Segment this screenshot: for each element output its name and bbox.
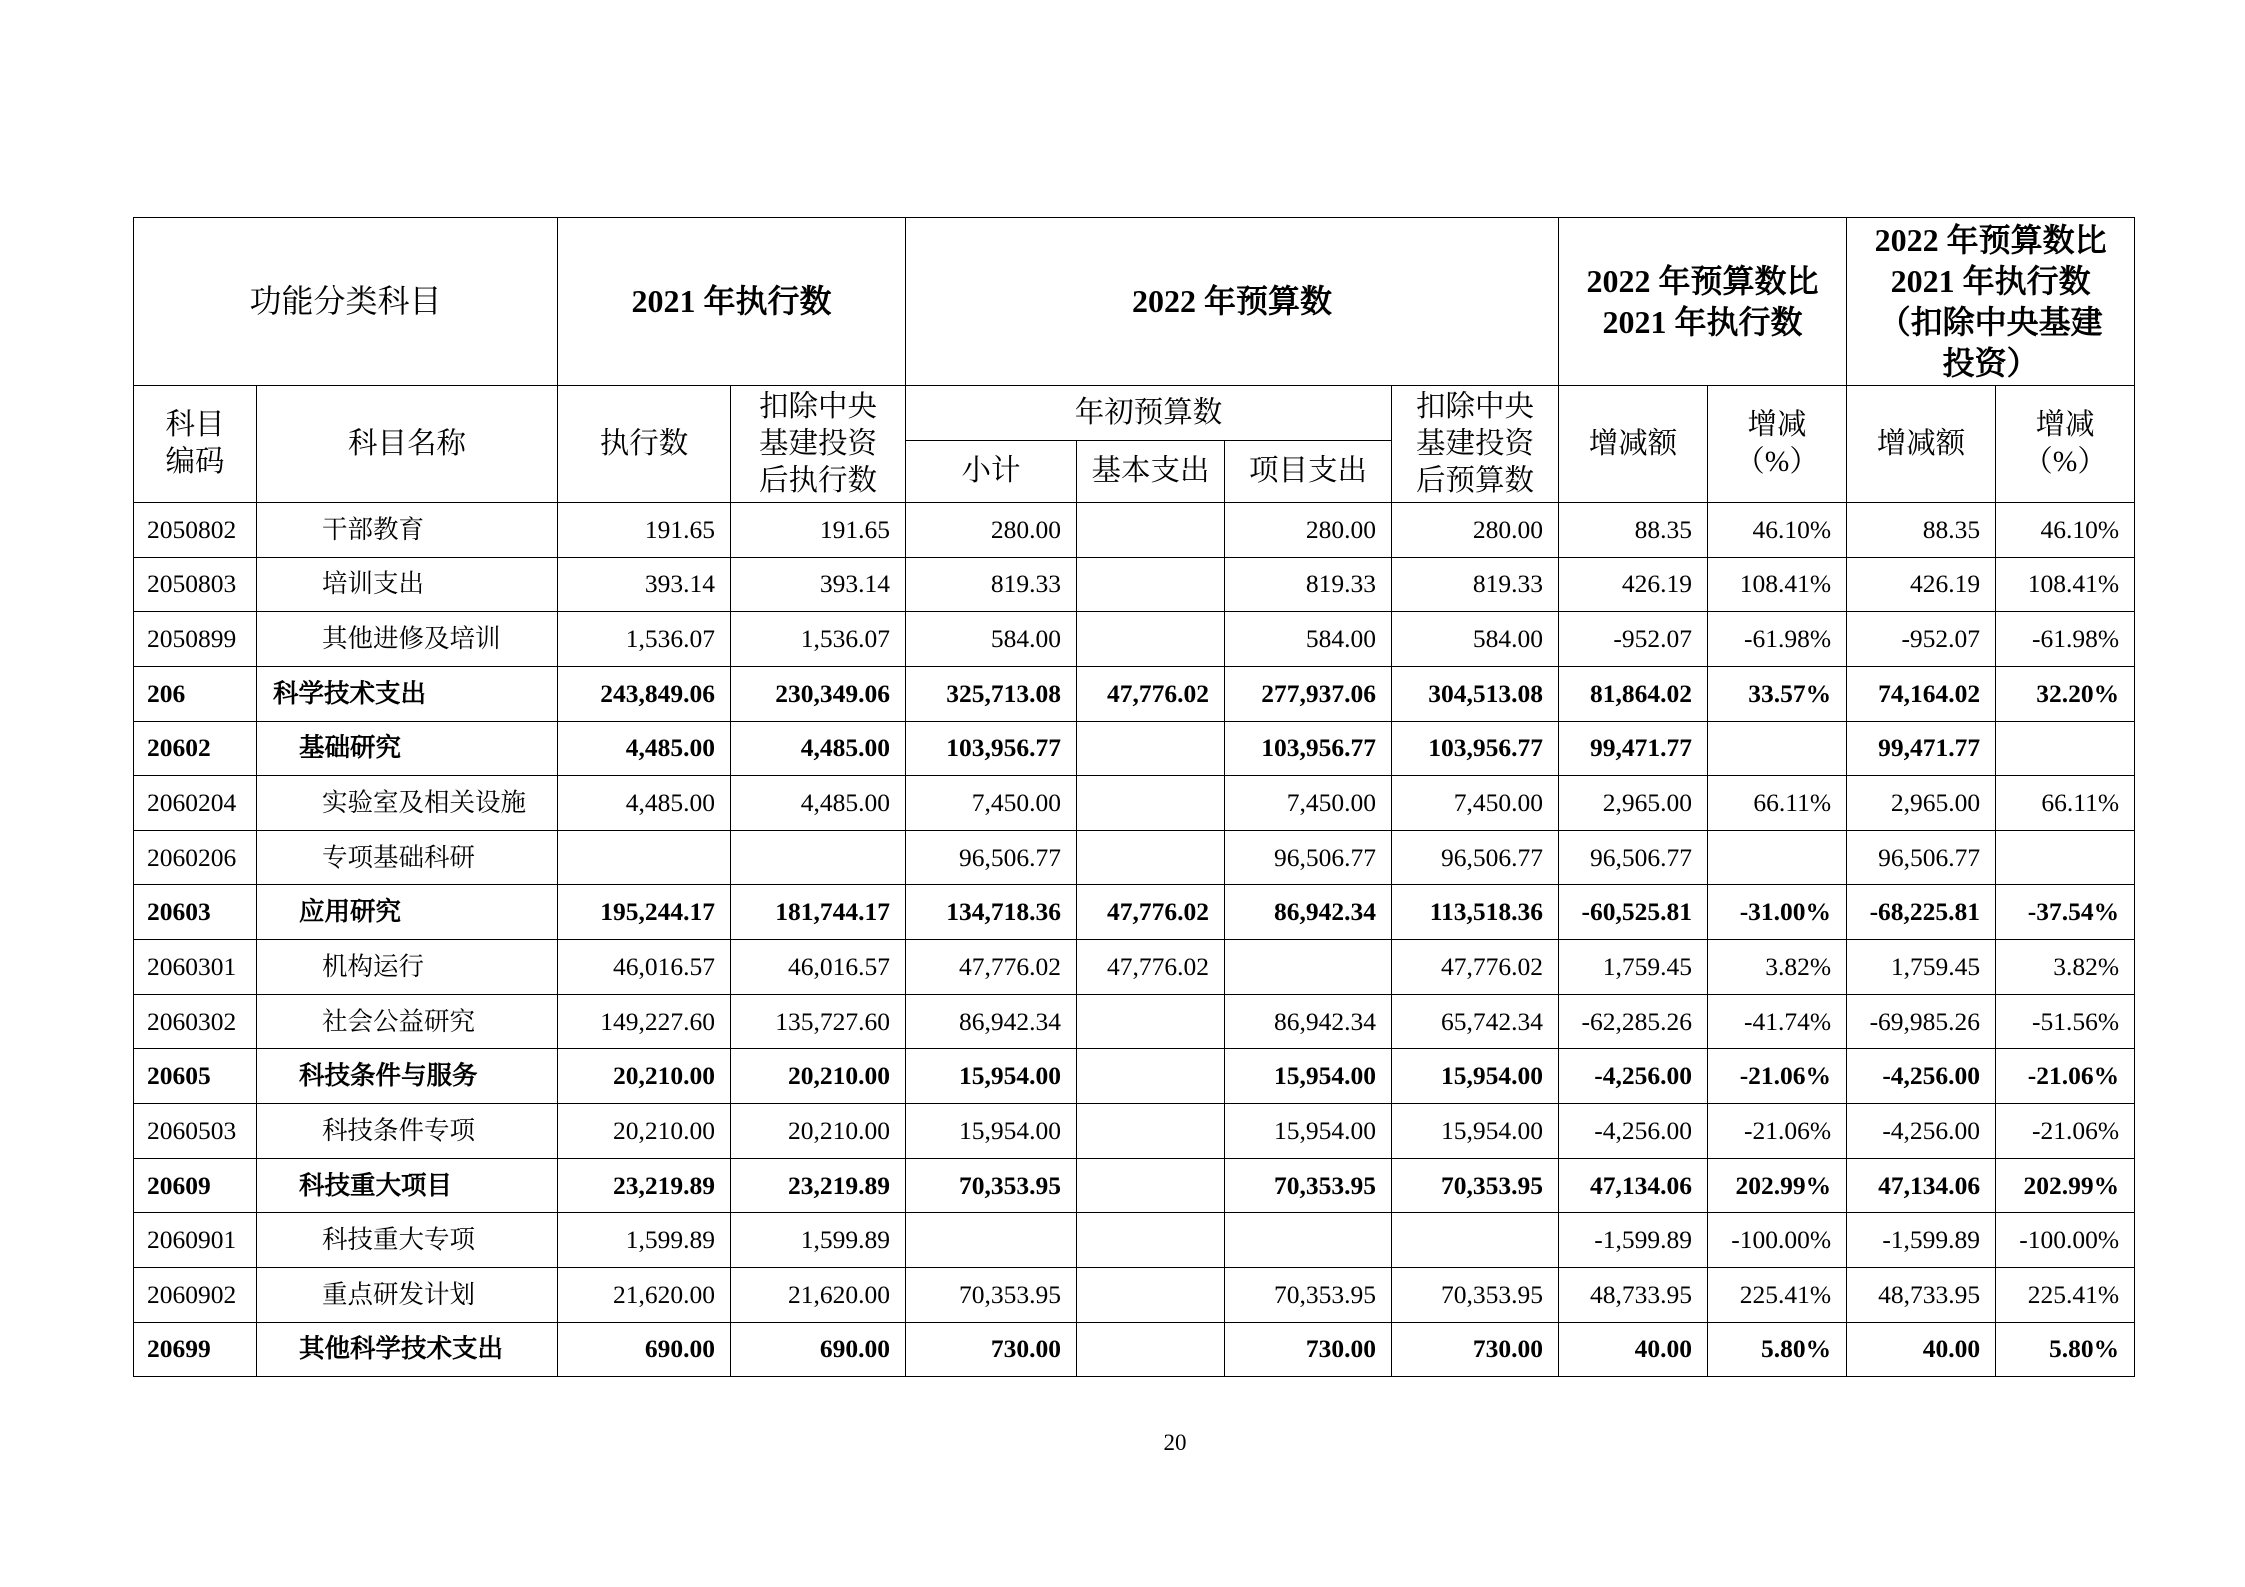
exec-cell: 20,210.00 [558, 1049, 731, 1104]
change-pct-cell: 46.10% [1708, 503, 1847, 558]
account-name-cell: 社会公益研究 [257, 994, 558, 1049]
header-text-line: 科目 [165, 409, 225, 441]
change-amount-cell: 1,759.45 [1559, 940, 1708, 995]
change-amount-cell: 47,134.06 [1559, 1158, 1708, 1213]
change-amount-excl-cell: 99,471.77 [1847, 721, 1996, 776]
header-budget-excl [1392, 386, 1559, 503]
exec-cell: 1,599.89 [558, 1213, 731, 1268]
account-code-cell: 2050803 [134, 557, 257, 612]
budget-project-cell: 730.00 [1225, 1322, 1392, 1377]
budget-excl-cell: 70,353.95 [1392, 1267, 1559, 1322]
account-name-cell: 培训支出 [257, 557, 558, 612]
exec-excl-cell: 393.14 [731, 557, 906, 612]
change-pct-cell: 225.41% [1708, 1267, 1847, 1322]
budget-basic-cell [1077, 830, 1225, 885]
exec-excl-cell: 1,536.07 [731, 612, 906, 667]
budget-excl-cell: 96,506.77 [1392, 830, 1559, 885]
header-functional-category: 功能分类科目 [134, 218, 558, 386]
header-exec-excl [731, 386, 906, 503]
header-exec: 执行数 [558, 386, 731, 503]
budget-excl-cell: 65,742.34 [1392, 994, 1559, 1049]
budget-excl-cell: 280.00 [1392, 503, 1559, 558]
change-amount-excl-cell: -4,256.00 [1847, 1104, 1996, 1159]
account-name-cell: 科技重大项目 [257, 1158, 558, 1213]
budget-project-cell: 86,942.34 [1225, 885, 1392, 940]
header-initial-budget: 年初预算数 [906, 386, 1392, 441]
header-text-line: 投资） [1942, 344, 2039, 381]
change-amount-cell: 96,506.77 [1559, 830, 1708, 885]
change-amount-cell: 99,471.77 [1559, 721, 1708, 776]
header-change-amount: 增减额 [1559, 386, 1708, 503]
account-code-cell: 2060204 [134, 776, 257, 831]
budget-subtotal-cell: 134,718.36 [906, 885, 1077, 940]
budget-basic-cell: 47,776.02 [1077, 885, 1225, 940]
change-amount-cell: 2,965.00 [1559, 776, 1708, 831]
table-header [134, 218, 2135, 503]
change-pct-cell: -21.06% [1708, 1049, 1847, 1104]
header-text-line: 基建投资 [759, 427, 878, 460]
exec-excl-cell: 20,210.00 [731, 1104, 906, 1159]
budget-subtotal-cell: 70,353.95 [906, 1267, 1077, 1322]
account-code-cell: 2060302 [134, 994, 257, 1049]
header-text-line: 2021 年执行数 [1602, 303, 1803, 340]
budget-excl-cell: 15,954.00 [1392, 1104, 1559, 1159]
budget-subtotal-cell: 730.00 [906, 1322, 1077, 1377]
exec-excl-cell: 1,599.89 [731, 1213, 906, 1268]
budget-basic-cell [1077, 1267, 1225, 1322]
budget-excl-cell: 819.33 [1392, 557, 1559, 612]
budget-project-cell: 277,937.06 [1225, 666, 1392, 721]
account-name-cell: 其他科学技术支出 [257, 1322, 558, 1377]
change-pct-cell: -31.00% [1708, 885, 1847, 940]
budget-project-cell [1225, 940, 1392, 995]
change-amount-cell: 81,864.02 [1559, 666, 1708, 721]
budget-subtotal-cell: 47,776.02 [906, 940, 1077, 995]
change-amount-excl-cell: -69,985.26 [1847, 994, 1996, 1049]
header-text-line: 基建投资 [1416, 427, 1535, 460]
change-amount-cell: -952.07 [1559, 612, 1708, 667]
account-code-cell: 20609 [134, 1158, 257, 1213]
change-amount-excl-cell: -952.07 [1847, 612, 1996, 667]
table-row [134, 612, 2135, 667]
budget-project-cell: 584.00 [1225, 612, 1392, 667]
change-amount-excl-cell: -4,256.00 [1847, 1049, 1996, 1104]
budget-basic-cell [1077, 557, 1225, 612]
budget-basic-cell [1077, 994, 1225, 1049]
header-change-pct-excl [1996, 386, 2135, 503]
budget-basic-cell [1077, 1322, 1225, 1377]
budget-excl-cell: 7,450.00 [1392, 776, 1559, 831]
budget-basic-cell: 47,776.02 [1077, 666, 1225, 721]
header-text-line: 扣除中央 [1416, 390, 1535, 423]
budget-basic-cell [1077, 721, 1225, 776]
change-pct-excl-cell [1996, 721, 2135, 776]
budget-excl-cell: 70,353.95 [1392, 1158, 1559, 1213]
header-change-pct [1708, 386, 1847, 503]
table-row [134, 503, 2135, 558]
exec-excl-cell: 191.65 [731, 503, 906, 558]
account-code-cell: 2060206 [134, 830, 257, 885]
exec-cell: 1,536.07 [558, 612, 731, 667]
header-basic-expenditure: 基本支出 [1077, 441, 1225, 503]
budget-basic-cell [1077, 503, 1225, 558]
change-amount-cell: -62,285.26 [1559, 994, 1708, 1049]
change-amount-excl-cell: 426.19 [1847, 557, 1996, 612]
account-code-cell: 206 [134, 666, 257, 721]
page-number: 20 [1163, 1430, 1187, 1455]
change-amount-excl-cell: 88.35 [1847, 503, 1996, 558]
change-pct-excl-cell: -21.06% [1996, 1049, 2135, 1104]
account-name-cell: 基础研究 [257, 721, 558, 776]
change-pct-excl-cell: -61.98% [1996, 612, 2135, 667]
budget-excl-cell: 584.00 [1392, 612, 1559, 667]
change-pct-excl-cell: 3.82% [1996, 940, 2135, 995]
budget-basic-cell [1077, 776, 1225, 831]
change-pct-cell: 3.82% [1708, 940, 1847, 995]
budget-subtotal-cell [906, 1213, 1077, 1268]
change-amount-excl-cell: -68,225.81 [1847, 885, 1996, 940]
budget-project-cell: 96,506.77 [1225, 830, 1392, 885]
budget-project-cell: 15,954.00 [1225, 1104, 1392, 1159]
change-pct-cell: 108.41% [1708, 557, 1847, 612]
account-code-cell: 2060901 [134, 1213, 257, 1268]
header-budget-vs-exec [1559, 218, 1847, 386]
account-name-cell: 干部教育 [257, 503, 558, 558]
account-code-cell: 20603 [134, 885, 257, 940]
change-pct-cell: 5.80% [1708, 1322, 1847, 1377]
table-row [134, 1213, 2135, 1268]
header-change-amount-excl: 增减额 [1847, 386, 1996, 503]
change-amount-cell: 48,733.95 [1559, 1267, 1708, 1322]
account-name-cell: 科学技术支出 [257, 666, 558, 721]
exec-cell: 21,620.00 [558, 1267, 731, 1322]
change-pct-excl-cell: 225.41% [1996, 1267, 2135, 1322]
exec-excl-cell: 690.00 [731, 1322, 906, 1377]
header-project-expenditure: 项目支出 [1225, 441, 1392, 503]
budget-subtotal-cell: 86,942.34 [906, 994, 1077, 1049]
budget-excl-cell: 113,518.36 [1392, 885, 1559, 940]
header-budget-vs-exec-excl [1847, 218, 2135, 386]
budget-subtotal-cell: 280.00 [906, 503, 1077, 558]
exec-cell: 195,244.17 [558, 885, 731, 940]
exec-excl-cell: 21,620.00 [731, 1267, 906, 1322]
budget-subtotal-cell: 15,954.00 [906, 1049, 1077, 1104]
budget-subtotal-cell: 584.00 [906, 612, 1077, 667]
budget-basic-cell [1077, 1158, 1225, 1213]
budget-project-cell: 103,956.77 [1225, 721, 1392, 776]
exec-cell: 20,210.00 [558, 1104, 731, 1159]
change-pct-cell: -100.00% [1708, 1213, 1847, 1268]
budget-subtotal-cell: 7,450.00 [906, 776, 1077, 831]
header-text-line: 编码 [165, 446, 225, 478]
budget-excl-cell: 47,776.02 [1392, 940, 1559, 995]
exec-excl-cell: 4,485.00 [731, 776, 906, 831]
budget-excl-cell: 103,956.77 [1392, 721, 1559, 776]
budget-project-cell: 15,954.00 [1225, 1049, 1392, 1104]
budget-project-cell: 70,353.95 [1225, 1267, 1392, 1322]
table-row [134, 776, 2135, 831]
account-name-cell: 科技重大专项 [257, 1213, 558, 1268]
table-row [134, 1104, 2135, 1159]
account-code-cell: 20605 [134, 1049, 257, 1104]
change-pct-cell [1708, 830, 1847, 885]
exec-excl-cell: 46,016.57 [731, 940, 906, 995]
budget-basic-cell [1077, 1213, 1225, 1268]
table-row [134, 1267, 2135, 1322]
header-text-line: 扣除中央 [759, 390, 878, 423]
header-budget-2022: 2022 年预算数 [906, 218, 1559, 386]
change-pct-excl-cell: -51.56% [1996, 994, 2135, 1049]
account-code-cell: 20699 [134, 1322, 257, 1377]
header-text-line: 2022 年预算数比 [1874, 221, 2107, 258]
exec-excl-cell: 135,727.60 [731, 994, 906, 1049]
account-name-cell: 实验室及相关设施 [257, 776, 558, 831]
change-pct-excl-cell: 66.11% [1996, 776, 2135, 831]
change-pct-excl-cell [1996, 830, 2135, 885]
account-name-cell: 专项基础科研 [257, 830, 558, 885]
header-account-name: 科目名称 [257, 386, 558, 503]
change-pct-excl-cell: 108.41% [1996, 557, 2135, 612]
header-account-code [134, 386, 257, 503]
change-pct-excl-cell: -37.54% [1996, 885, 2135, 940]
budget-excl-cell [1392, 1213, 1559, 1268]
change-amount-excl-cell: 40.00 [1847, 1322, 1996, 1377]
exec-cell: 243,849.06 [558, 666, 731, 721]
budget-subtotal-cell: 819.33 [906, 557, 1077, 612]
budget-subtotal-cell: 96,506.77 [906, 830, 1077, 885]
change-amount-excl-cell: 2,965.00 [1847, 776, 1996, 831]
table-row [134, 830, 2135, 885]
exec-cell: 149,227.60 [558, 994, 731, 1049]
table-row [134, 721, 2135, 776]
change-pct-excl-cell: -21.06% [1996, 1104, 2135, 1159]
budget-basic-cell [1077, 612, 1225, 667]
table-row [134, 994, 2135, 1049]
change-pct-excl-cell: 5.80% [1996, 1322, 2135, 1377]
account-code-cell: 2060902 [134, 1267, 257, 1322]
change-amount-excl-cell: -1,599.89 [1847, 1213, 1996, 1268]
account-name-cell: 机构运行 [257, 940, 558, 995]
budget-project-cell: 86,942.34 [1225, 994, 1392, 1049]
table-body [134, 503, 2135, 1377]
change-pct-excl-cell: 46.10% [1996, 503, 2135, 558]
exec-cell: 191.65 [558, 503, 731, 558]
exec-excl-cell: 23,219.89 [731, 1158, 906, 1213]
change-amount-cell: -1,599.89 [1559, 1213, 1708, 1268]
exec-cell: 23,219.89 [558, 1158, 731, 1213]
change-pct-excl-cell: -100.00% [1996, 1213, 2135, 1268]
table-row [134, 1322, 2135, 1377]
budget-subtotal-cell: 325,713.08 [906, 666, 1077, 721]
account-code-cell: 2060301 [134, 940, 257, 995]
header-text-line: 后执行数 [759, 464, 878, 497]
budget-excl-cell: 304,513.08 [1392, 666, 1559, 721]
budget-basic-cell: 47,776.02 [1077, 940, 1225, 995]
budget-project-cell: 280.00 [1225, 503, 1392, 558]
budget-basic-cell [1077, 1049, 1225, 1104]
change-amount-cell: 88.35 [1559, 503, 1708, 558]
budget-project-cell [1225, 1213, 1392, 1268]
header-text-line: 增减 [2035, 409, 2095, 441]
account-name-cell: 科技条件与服务 [257, 1049, 558, 1104]
change-amount-cell: 426.19 [1559, 557, 1708, 612]
header-text-line: 后预算数 [1416, 464, 1535, 497]
change-amount-excl-cell: 74,164.02 [1847, 666, 1996, 721]
budget-subtotal-cell: 103,956.77 [906, 721, 1077, 776]
exec-cell: 690.00 [558, 1322, 731, 1377]
change-amount-cell: -60,525.81 [1559, 885, 1708, 940]
budget-project-cell: 70,353.95 [1225, 1158, 1392, 1213]
change-amount-excl-cell: 48,733.95 [1847, 1267, 1996, 1322]
account-name-cell: 应用研究 [257, 885, 558, 940]
exec-cell: 4,485.00 [558, 721, 731, 776]
change-pct-cell: -61.98% [1708, 612, 1847, 667]
account-code-cell: 2060503 [134, 1104, 257, 1159]
budget-project-cell: 819.33 [1225, 557, 1392, 612]
budget-basic-cell [1077, 1104, 1225, 1159]
exec-excl-cell: 4,485.00 [731, 721, 906, 776]
exec-cell: 393.14 [558, 557, 731, 612]
header-subtotal: 小计 [906, 441, 1077, 503]
exec-excl-cell [731, 830, 906, 885]
change-amount-excl-cell: 47,134.06 [1847, 1158, 1996, 1213]
header-text-line: 增减 [1747, 409, 1807, 441]
change-pct-cell: 33.57% [1708, 666, 1847, 721]
exec-excl-cell: 230,349.06 [731, 666, 906, 721]
exec-cell: 4,485.00 [558, 776, 731, 831]
change-amount-cell: 40.00 [1559, 1322, 1708, 1377]
change-pct-excl-cell: 202.99% [1996, 1158, 2135, 1213]
header-text-line: 2021 年执行数 [1890, 262, 2091, 299]
change-pct-cell: -21.06% [1708, 1104, 1847, 1159]
header-text-line: 2022 年预算数比 [1586, 262, 1819, 299]
exec-excl-cell: 181,744.17 [731, 885, 906, 940]
change-pct-cell: 202.99% [1708, 1158, 1847, 1213]
budget-excl-cell: 15,954.00 [1392, 1049, 1559, 1104]
table-row [134, 1158, 2135, 1213]
change-amount-excl-cell: 96,506.77 [1847, 830, 1996, 885]
account-name-cell: 重点研发计划 [257, 1267, 558, 1322]
account-name-cell: 其他进修及培训 [257, 612, 558, 667]
table-row [134, 666, 2135, 721]
change-amount-excl-cell: 1,759.45 [1847, 940, 1996, 995]
change-pct-cell [1708, 721, 1847, 776]
exec-cell [558, 830, 731, 885]
change-amount-cell: -4,256.00 [1559, 1104, 1708, 1159]
table-row [134, 1049, 2135, 1104]
change-amount-cell: -4,256.00 [1559, 1049, 1708, 1104]
budget-table [133, 217, 2135, 1377]
header-exec-2021: 2021 年执行数 [558, 218, 906, 386]
table-row [134, 885, 2135, 940]
exec-excl-cell: 20,210.00 [731, 1049, 906, 1104]
account-code-cell: 2050899 [134, 612, 257, 667]
account-code-cell: 2050802 [134, 503, 257, 558]
header-text-line: （扣除中央基建 [1878, 303, 2103, 340]
header-row-top [134, 218, 2135, 386]
account-code-cell: 20602 [134, 721, 257, 776]
header-text-line: （%） [2023, 446, 2107, 478]
change-pct-excl-cell: 32.20% [1996, 666, 2135, 721]
header-text-line: （%） [1735, 446, 1819, 478]
budget-subtotal-cell: 70,353.95 [906, 1158, 1077, 1213]
account-name-cell: 科技条件专项 [257, 1104, 558, 1159]
change-pct-cell: -41.74% [1708, 994, 1847, 1049]
table-row [134, 940, 2135, 995]
exec-cell: 46,016.57 [558, 940, 731, 995]
change-pct-cell: 66.11% [1708, 776, 1847, 831]
header-row-sub [134, 386, 2135, 441]
table-row [134, 557, 2135, 612]
budget-excl-cell: 730.00 [1392, 1322, 1559, 1377]
budget-subtotal-cell: 15,954.00 [906, 1104, 1077, 1159]
budget-project-cell: 7,450.00 [1225, 776, 1392, 831]
